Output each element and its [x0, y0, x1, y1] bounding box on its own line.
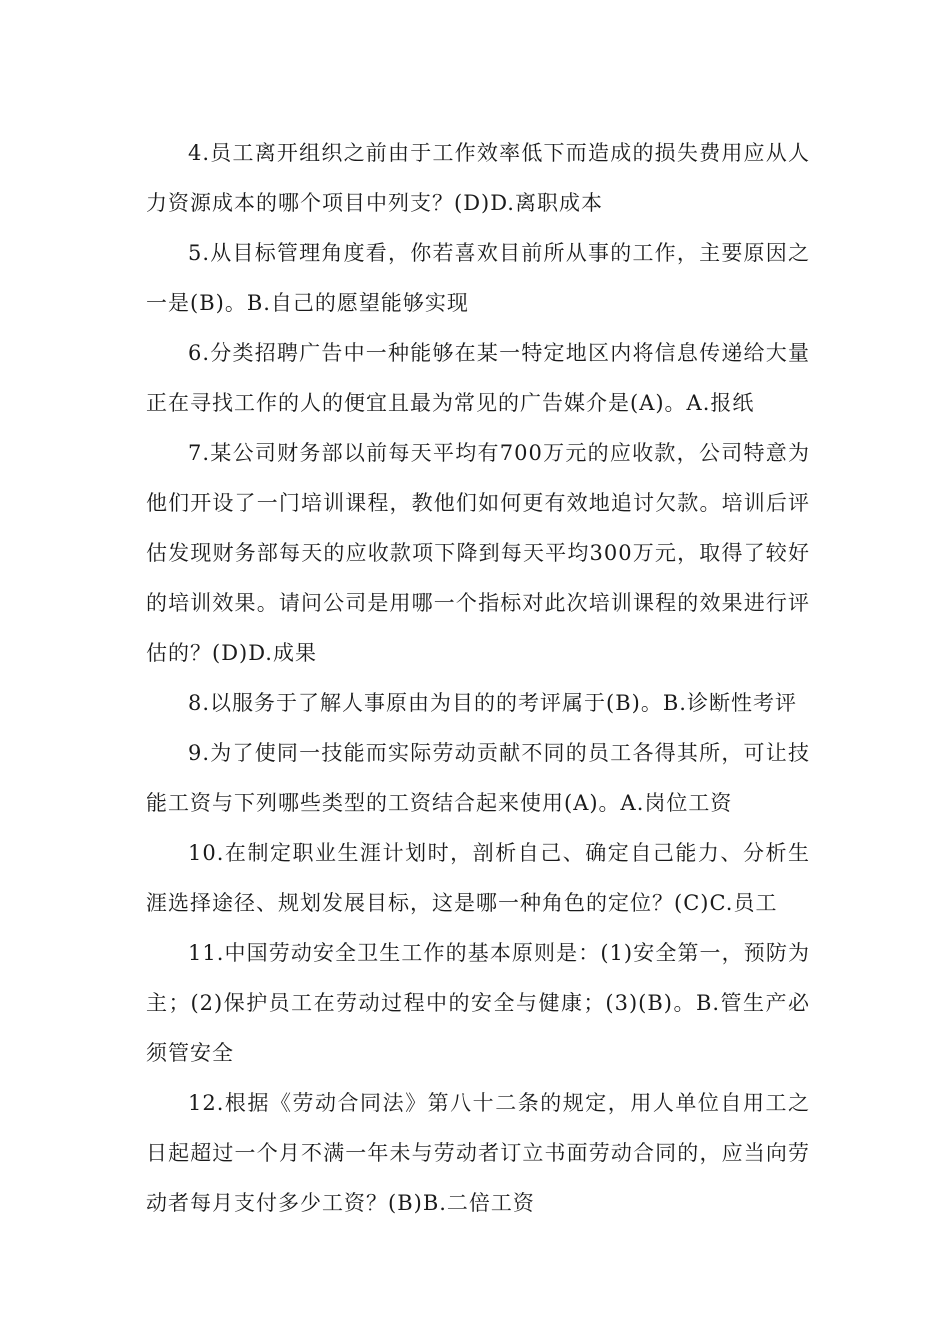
- question-paragraph-6: 6.分类招聘广告中一种能够在某一特定地区内将信息传递给大量正在寻找工作的人的便宜且最为常见的广告媒介是(A)。A.报纸: [146, 341, 810, 415]
- question-paragraph-4: 4.员工离开组织之前由于工作效率低下而造成的损失费用应从人力资源成本的哪个项目中列支？(D)D.离职成本: [146, 141, 810, 215]
- question-paragraph-12: 12.根据《劳动合同法》第八十二条的规定，用人单位自用工之日起超过一个月不满一年未与劳动者订立书面劳动合同的，应当向劳动者每月支付多少工资？(B)B.二倍工资: [146, 1091, 810, 1215]
- question-paragraph-8: 8.以服务于了解人事原由为目的的考评属于(B)。B.诊断性考评: [188, 691, 797, 715]
- question-paragraph-10: 10.在制定职业生涯计划时，剖析自己、确定自己能力、分析生涯选择途径、规划发展目标，这是哪一种角色的定位？(C)C.员工: [146, 841, 810, 915]
- question-paragraph-11: 11.中国劳动安全卫生工作的基本原则是：(1)安全第一，预防为主；(2)保护员工在劳动过程中的安全与健康；(3)(B)。B.管生产必须管安全: [146, 941, 810, 1065]
- document-body: [146, 128, 810, 1228]
- question-paragraph-9: 9.为了使同一技能而实际劳动贡献不同的员工各得其所，可让技能工资与下列哪些类型的工资结合起来使用(A)。A.岗位工资: [146, 741, 810, 815]
- question-paragraph-7: 7.某公司财务部以前每天平均有700万元的应收款，公司特意为他们开设了一门培训课程，教他们如何更有效地追讨欠款。培训后评估发现财务部每天的应收款项下降到每天平均300万元，取得了较好的培训效果。请问公司是用哪一个指标对此次培训课程的效果进行评估的？(D)D.成果: [146, 441, 810, 665]
- question-paragraph-5: 5.从目标管理角度看，你若喜欢目前所从事的工作，主要原因之一是(B)。B.自己的愿望能够实现: [146, 241, 810, 315]
